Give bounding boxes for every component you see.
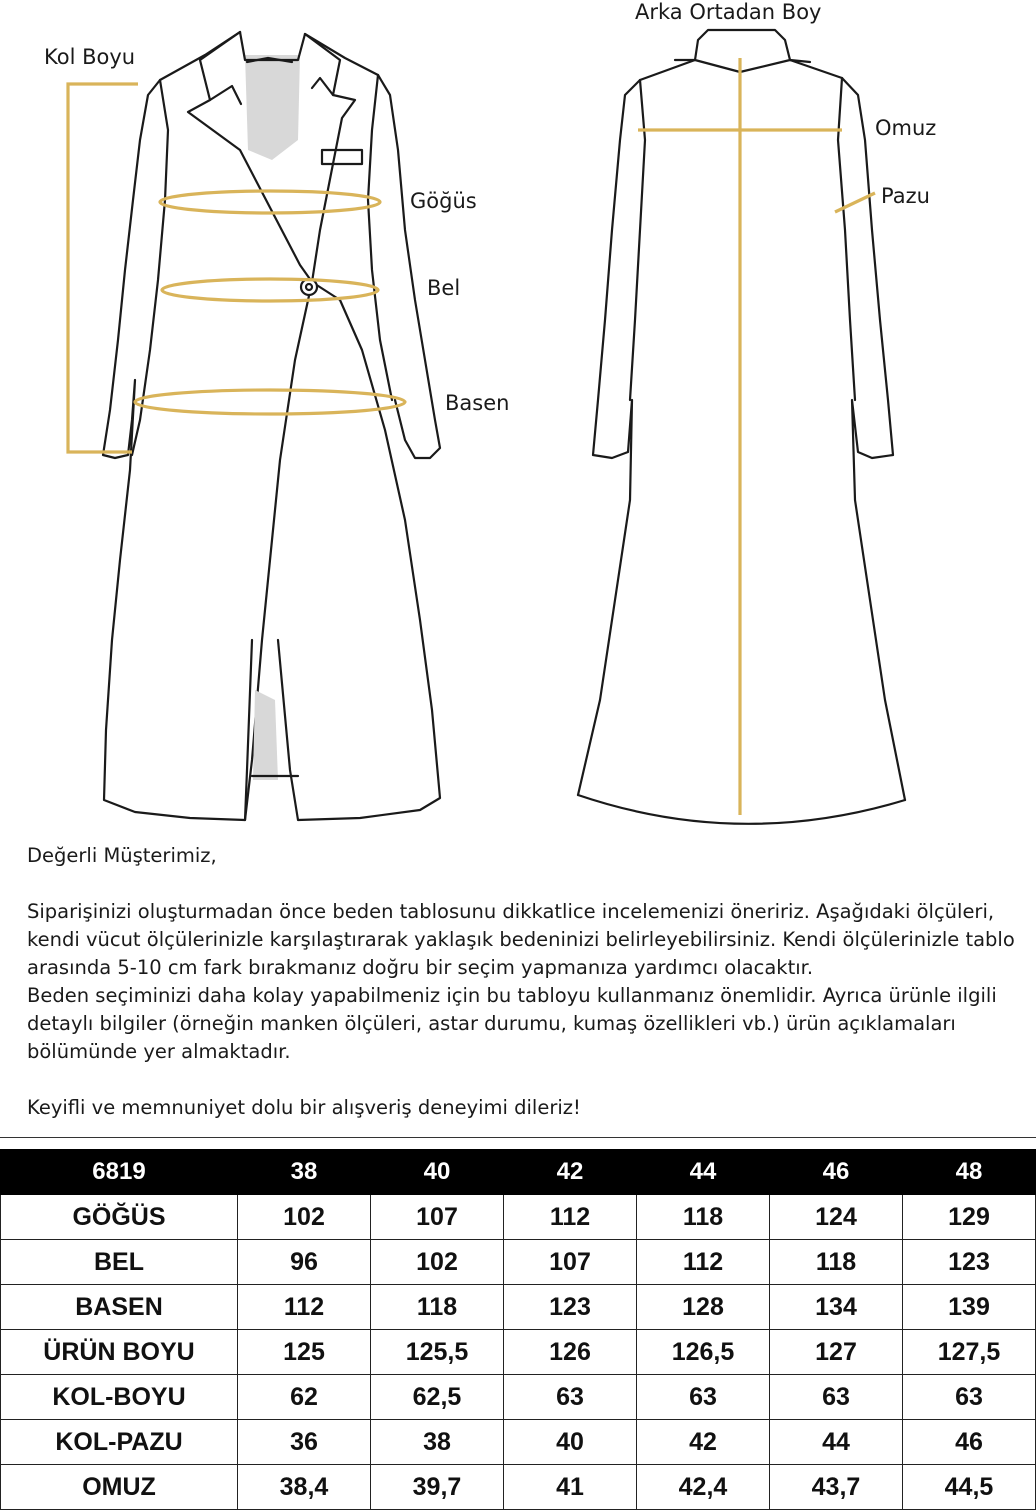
table-cell: 43,7 (770, 1465, 903, 1510)
label-kol-boyu: Kol Boyu (44, 45, 136, 69)
table-cell: 62 (238, 1375, 371, 1420)
table-cell: 102 (371, 1240, 504, 1285)
table-row (1, 1330, 1036, 1375)
table-cell: 63 (504, 1375, 637, 1420)
header-cell: 44 (637, 1150, 770, 1195)
basen-loop (135, 390, 405, 414)
table-row (1, 1420, 1036, 1465)
row-label: GÖĞÜS (1, 1195, 238, 1240)
table-cell: 112 (238, 1285, 371, 1330)
table-row (1, 1240, 1036, 1285)
header-cell: 48 (903, 1150, 1036, 1195)
table-cell: 134 (770, 1285, 903, 1330)
row-label: BASEN (1, 1285, 238, 1330)
table-cell: 63 (770, 1375, 903, 1420)
table-cell: 96 (238, 1240, 371, 1285)
table-cell: 38,4 (238, 1465, 371, 1510)
table-cell: 129 (903, 1195, 1036, 1240)
table-cell: 42,4 (637, 1465, 770, 1510)
table-row (1, 1195, 1036, 1240)
note-greeting: Değerli Müşterimiz, (27, 844, 217, 867)
label-pazu: Pazu (881, 184, 930, 208)
divider (0, 1137, 1036, 1138)
header-cell: 38 (238, 1150, 371, 1195)
row-label: KOL-BOYU (1, 1375, 238, 1420)
table-cell: 38 (371, 1420, 504, 1465)
table-cell: 126,5 (637, 1330, 770, 1375)
row-label: BEL (1, 1240, 238, 1285)
note-paragraph-2: Beden seçiminizi daha kolay yapabilmeniz için bu tabloyu kullanmanız önemlidir. Ayrıca ürünle ilgili detaylı bilgiler (örneğin manken ölçüleri, astar durumu, kumaş özellikleri vb.) ürün açıklamaları bölümünde yer almaktadır. (27, 984, 997, 1063)
table-cell: 127,5 (903, 1330, 1036, 1375)
header-cell: 46 (770, 1150, 903, 1195)
table-cell: 107 (371, 1195, 504, 1240)
row-label: KOL-PAZU (1, 1420, 238, 1465)
table-cell: 112 (504, 1195, 637, 1240)
size-table (0, 1149, 1036, 1510)
table-cell: 125,5 (371, 1330, 504, 1375)
table-cell: 118 (371, 1285, 504, 1330)
table-row (1, 1285, 1036, 1330)
note-paragraph-1: Siparişinizi oluşturmadan önce beden tablosunu dikkatlice incelemenizi öneririz. Aşağıdaki ölçüleri, kendi vücut ölçülerinizle karşılaştırarak yaklaşık bedeninizi belirleyebilirsiniz. Kendi ölçülerinizle tablo arasında 5-10 cm fark bırakmanız doğru bir seçim yapmanıza yardımcı olacaktır. (27, 900, 1015, 979)
table-cell: 39,7 (371, 1465, 504, 1510)
table-cell: 123 (903, 1240, 1036, 1285)
label-omuz: Omuz (875, 116, 937, 140)
table-cell: 125 (238, 1330, 371, 1375)
measurement-guides (68, 58, 875, 815)
table-cell: 139 (903, 1285, 1036, 1330)
front-coat-outline (103, 32, 440, 820)
table-cell: 63 (637, 1375, 770, 1420)
row-label: OMUZ (1, 1465, 238, 1510)
kol-boyu-bracket (68, 84, 138, 452)
table-cell: 118 (770, 1240, 903, 1285)
table-cell: 41 (504, 1465, 637, 1510)
table-cell: 127 (770, 1330, 903, 1375)
table-cell: 118 (637, 1195, 770, 1240)
header-cell: 40 (371, 1150, 504, 1195)
table-cell: 126 (504, 1330, 637, 1375)
label-bel: Bel (427, 276, 461, 300)
header-cell: 42 (504, 1150, 637, 1195)
table-cell: 128 (637, 1285, 770, 1330)
table-cell: 63 (903, 1375, 1036, 1420)
table-cell: 123 (504, 1285, 637, 1330)
table-cell: 102 (238, 1195, 371, 1240)
table-row (1, 1465, 1036, 1510)
bel-loop (162, 279, 378, 301)
table-cell: 107 (504, 1240, 637, 1285)
table-cell: 112 (637, 1240, 770, 1285)
table-cell: 46 (903, 1420, 1036, 1465)
table-cell: 124 (770, 1195, 903, 1240)
label-basen: Basen (445, 391, 510, 415)
note-closing: Keyifli ve memnuniyet dolu bir alışveriş deneyimi dileriz! (27, 1096, 581, 1119)
table-cell: 40 (504, 1420, 637, 1465)
label-gogus: Göğüs (410, 189, 477, 213)
table-cell: 44,5 (903, 1465, 1036, 1510)
table-cell: 36 (238, 1420, 371, 1465)
size-table-header (1, 1150, 1036, 1195)
table-cell: 62,5 (371, 1375, 504, 1420)
table-row (1, 1375, 1036, 1420)
table-cell: 44 (770, 1420, 903, 1465)
table-cell: 42 (637, 1420, 770, 1465)
label-arka-ortadan-boy: Arka Ortadan Boy (635, 0, 822, 24)
header-cell: 6819 (1, 1150, 238, 1195)
row-label: ÜRÜN BOYU (1, 1330, 238, 1375)
customer-note (27, 842, 1017, 1122)
